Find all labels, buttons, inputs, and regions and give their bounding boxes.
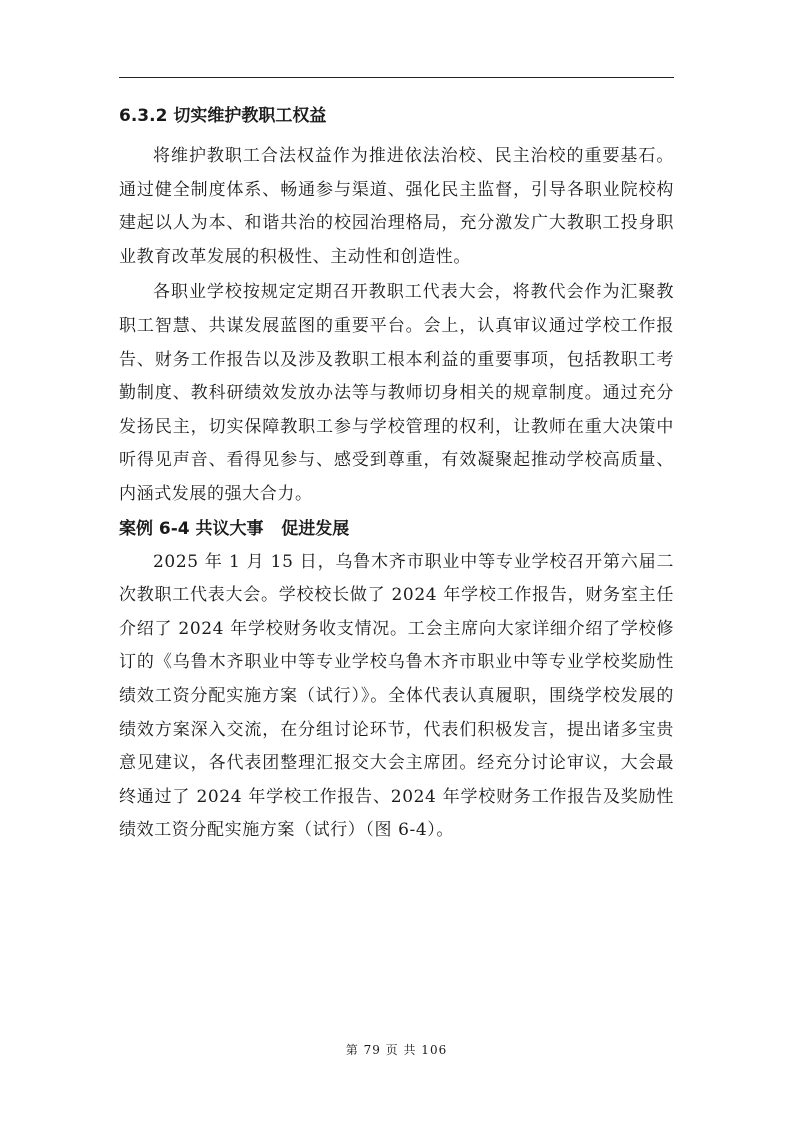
page-number: 第 79 页 共 106 [345, 1043, 448, 1057]
paragraph-2: 各职业学校按规定定期召开教职工代表大会，将教代会作为汇聚教职工智慧、共谋发展蓝图的重要平台。会上，认真审议通过学校工作报告、财务工作报告以及涉及教职工根本利益的重要事项，包括教职工考勤制度、教科研绩效发放办法等与教师切身相关的规章制度。通过充分发扬民主，切实保障教职工参与学校管理的权利，让教师在重大决策中听得见声音、看得见参与、感受到尊重，有效凝聚起推动学校高质量、内涵式发展的强大合力。 [119, 282, 674, 504]
case-heading: 案例 6-4 共议大事 促进发展 [119, 518, 350, 539]
document-body [119, 98, 674, 848]
header-rule [119, 77, 674, 78]
paragraph-1: 将维护教职工合法权益作为推进依法治校、民主治校的重要基石。通过健全制度体系、畅通参与渠道、强化民主监督，引导各职业院校构建起以人为本、和谐共治的校园治理格局，充分激发广大教职工投身职业教育改革发展的积极性、主动性和创造性。 [119, 146, 674, 267]
section-heading: 6.3.2 切实维护教职工权益 [119, 106, 327, 126]
case-paragraph: 2025 年 1 月 15 日，乌鲁木齐市职业中等专业学校召开第六届二次教职工代表大会。学校校长做了 2024 年学校工作报告，财务室主任介绍了 2024 年学校财务收支情况。工会主席向大家详细介绍了学校修订的《乌鲁木齐职业中等专业学校乌鲁木齐市职业中等专业学校奖励性绩效工资分配实施方案（试行）》。全体代表认真履职，围绕学校发展的绩效方案深入交流，在分组讨论环节，代表们积极发言，提出诸多宝贵意见建议，各代表团整理汇报交大会主席团。经充分讨论审议，大会最终通过了 2024 年学校工作报告、2024 年学校财务工作报告及奖励性绩效工资分配实施方案（试行）（图 6-4）。 [119, 551, 674, 841]
